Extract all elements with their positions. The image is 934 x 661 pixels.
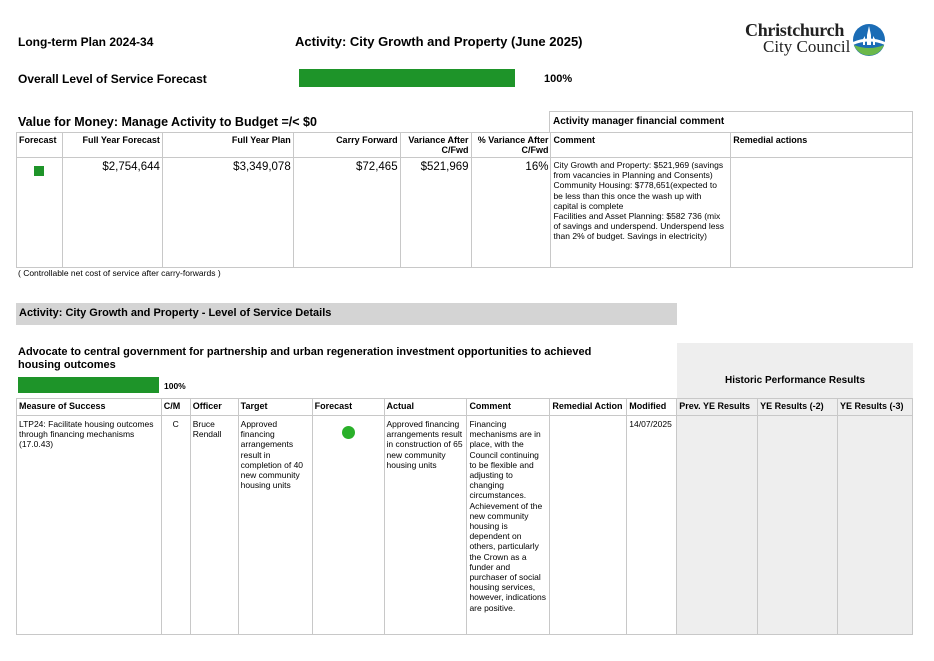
los-heading: Advocate to central government for partnership and urban regeneration investment opportunities to achieved housing outcomes [18,346,592,371]
col-full-year-forecast: Full Year Forecast [62,133,162,158]
historic-header-box [677,343,913,398]
variance-value: $521,969 [400,158,471,268]
col-modified: Modified [627,399,677,416]
modified-value: 14/07/2025 [627,416,677,635]
remedial-actions-value [731,158,913,268]
ye-2-value [758,416,838,635]
col-target: Target [238,399,312,416]
forecast-cell [17,158,63,268]
full-year-forecast-value: $2,754,644 [62,158,162,268]
overall-forecast-label: Overall Level of Service Forecast [18,72,207,86]
overall-percent: 100% [544,73,573,85]
vfm-header-row [17,133,913,158]
carry-forward-value: $72,465 [293,158,400,268]
cm-value: C [161,416,190,635]
manager-comment-heading: Activity manager financial comment [553,116,725,127]
los-section-title: Activity: City Growth and Property - Level of Service Details [19,307,332,319]
overall-progress-bar [299,69,515,87]
measure-value: LTP24: Facilitate housing outcomes through financing mechanisms (17.0.43) [17,416,162,635]
col-actual: Actual [384,399,467,416]
officer-value: Bruce Rendall [190,416,238,635]
col-carry-forward: Carry Forward [293,133,400,158]
col-remedial-actions: Remedial actions [731,133,913,158]
col-pct-variance: % Variance After C/Fwd [471,133,551,158]
los-table [16,398,913,635]
forecast-status-square-icon [34,166,44,176]
los-forecast-cell [312,416,384,635]
los-percent: 100% [164,381,186,391]
manager-comment-heading-box [549,111,913,132]
remedial-action-value [550,416,627,635]
actual-value: Approved financing arrangements result in construction of 65 new community housing units [384,416,467,635]
vfm-footnote: ( Controllable net cost of service after carry-forwards ) [18,268,221,278]
los-progress-fill [18,377,159,393]
col-full-year-plan: Full Year Plan [162,133,293,158]
col-cm: C/M [161,399,190,416]
overall-progress-fill [299,69,515,87]
col-measure: Measure of Success [17,399,162,416]
financial-comment: City Growth and Property: $521,969 (savings from vacancies in Planning and Consents) Community Housing: $778,651(expected to be less than this once the wash up with capital is complete Facilities and Asset Planning: $582 736 (mix of savings and underspend. Underspend less than 2% of budget. Savings in electricity) [551,158,731,268]
col-prev-ye: Prev. YE Results [677,399,758,416]
council-logo [745,20,890,60]
los-progress-bar [18,377,159,393]
col-forecast: Forecast [17,133,63,158]
col-los-forecast: Forecast [312,399,384,416]
logo-line2: City Council [763,37,851,56]
col-ye-3: YE Results (-3) [838,399,913,416]
col-remedial-action: Remedial Action [550,399,627,416]
vfm-data-row [17,158,913,268]
forecast-status-circle-icon [342,426,355,439]
col-officer: Officer [190,399,238,416]
los-data-row [17,416,913,635]
col-ye-2: YE Results (-2) [758,399,838,416]
los-comment-value: Financing mechanisms are in place, with the Council continuing to be flexible and adjusting to changing circumstances. Achievement of the new community housing is dependent on others, particularly the Crown as a funder and purchaser of social housing services, however, indications are positive. [467,416,550,635]
col-comment: Comment [551,133,731,158]
full-year-plan-value: $3,349,078 [162,158,293,268]
ye-3-value [838,416,913,635]
los-header-row [17,399,913,416]
activity-title: Activity: City Growth and Property (June 2025) [295,34,583,49]
col-variance: Variance After C/Fwd [400,133,471,158]
pct-variance-value: 16% [471,158,551,268]
vfm-table [16,132,913,268]
prev-ye-value [677,416,758,635]
vfm-title: Value for Money: Manage Activity to Budget =/< $0 [18,115,317,129]
logo-line1: Christchurch [745,20,845,40]
cathedral-emblem-icon [852,23,886,57]
los-section-banner [16,303,677,325]
historic-title: Historic Performance Results [724,375,866,386]
col-los-comment: Comment [467,399,550,416]
plan-title: Long-term Plan 2024-34 [18,35,154,49]
target-value: Approved financing arrangements result in completion of 40 new community housing units [238,416,312,635]
